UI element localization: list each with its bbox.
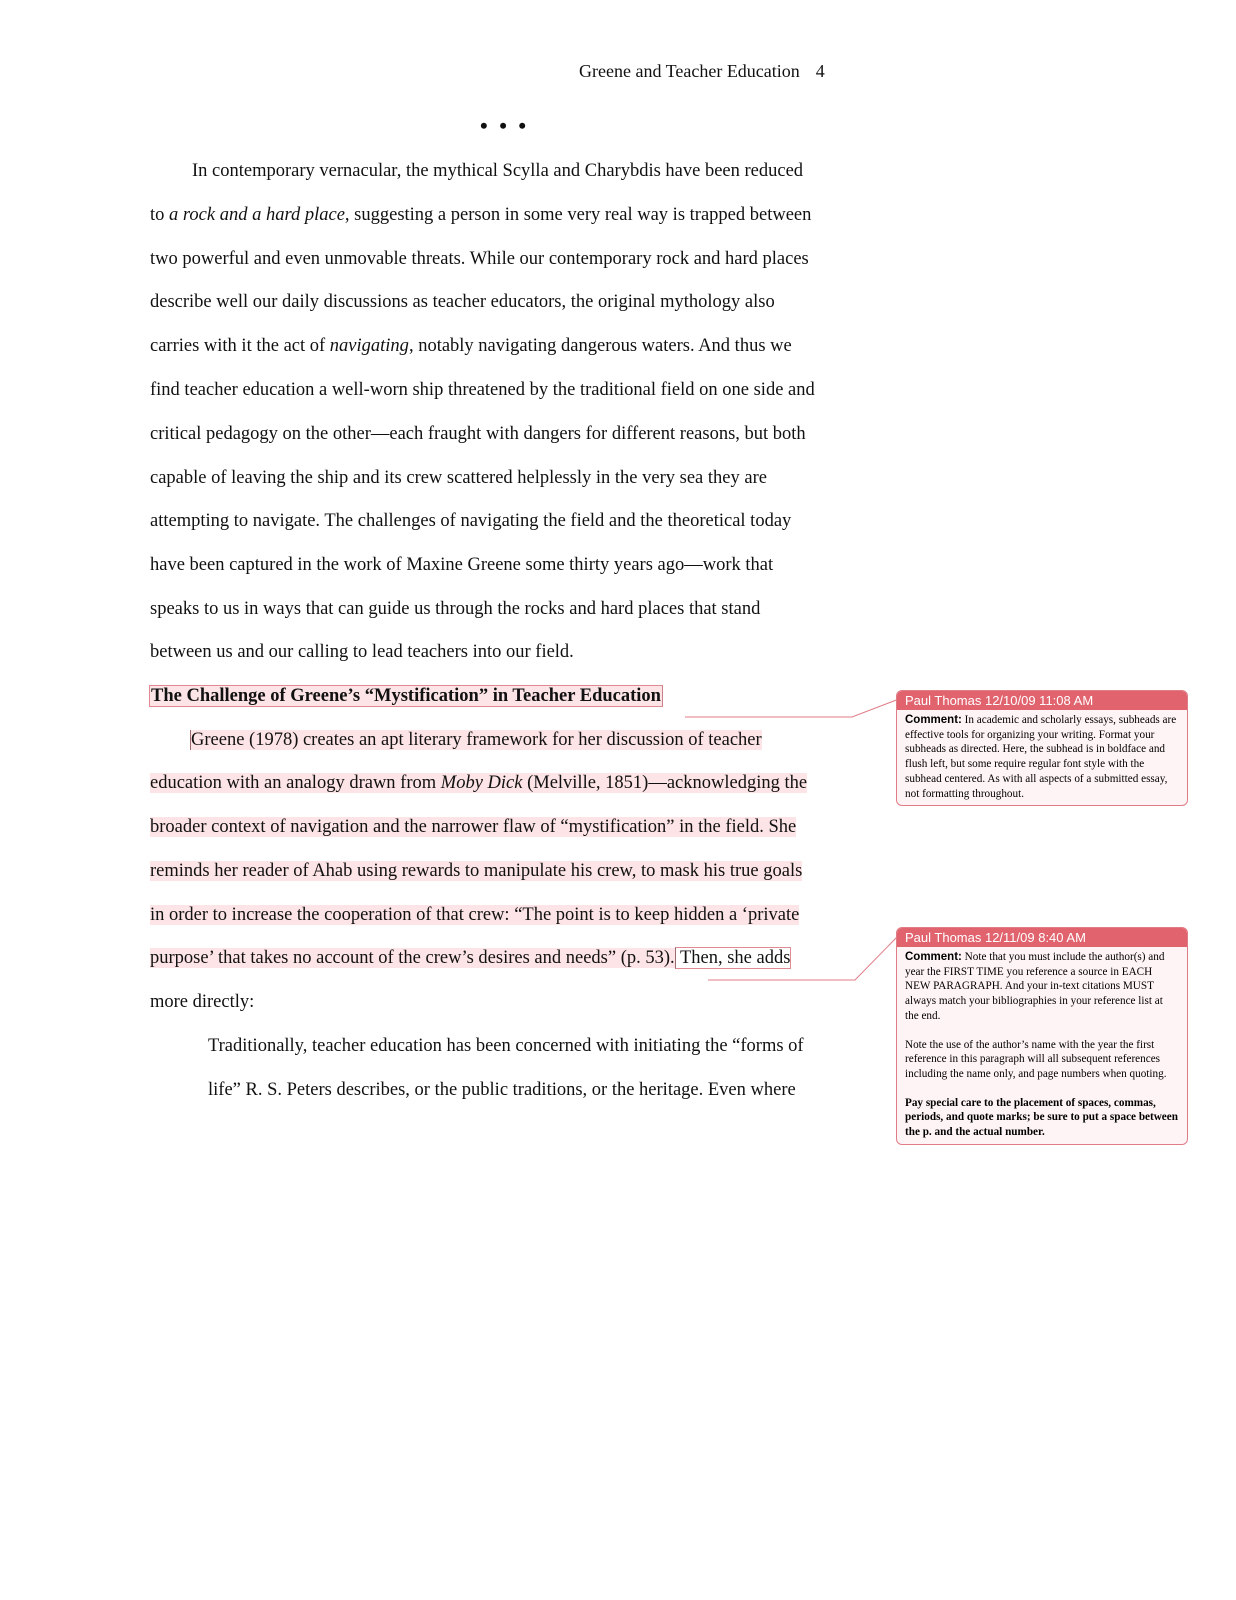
- paragraph2-line: more directly:: [150, 992, 255, 1012]
- paragraph1-line: capable of leaving the ship and its crew scattered helplessly in the very sea they are: [150, 468, 767, 488]
- paragraph1-line: between us and our calling to lead teachers into our field.: [150, 642, 574, 662]
- comment-text: Note that you must include the author(s) and year the FIRST TIME you reference a source in EACH NEW PARAGRAPH. And your in-text citations MUST always match your bibliographies in your reference list at the end.: [905, 951, 1165, 1022]
- comment-author-date: Paul Thomas 12/11/09 8:40 AM: [897, 928, 1187, 947]
- page-number: 4: [815, 61, 825, 81]
- paragraph1-line: to a rock and a hard place, suggesting a person in some very real way is trapped between: [150, 205, 812, 225]
- paragraph2-line: broader context of navigation and the narrower flaw of “mystification” in the field. She: [150, 817, 797, 837]
- comment-balloon[interactable]: [896, 690, 1188, 806]
- comment-author-date: Paul Thomas 12/10/09 11:08 AM: [897, 691, 1187, 710]
- connector-line-2: [708, 935, 899, 980]
- paragraph1-line: carries with it the act of navigating, notably navigating dangerous waters. And thus we: [150, 336, 792, 356]
- paragraph1-line: describe well our daily discussions as teacher educators, the original mythology also: [150, 292, 775, 312]
- paragraph1-line: find teacher education a well-worn ship threatened by the traditional field on one side and: [150, 380, 815, 400]
- paragraph1-line: have been captured in the work of Maxine Greene some thirty years ago—work that: [150, 555, 774, 575]
- paragraph1-line: In contemporary vernacular, the mythical Scylla and Charybdis have been reduced: [192, 161, 804, 181]
- comment-anchor[interactable]: Then, she adds: [675, 948, 791, 968]
- header-title: Greene and Teacher Education: [579, 61, 800, 81]
- paragraph1-line: critical pedagogy on the other—each fraught with dangers for different reasons, but both: [150, 424, 806, 444]
- comment-body: [897, 710, 1187, 805]
- comment-text: Note the use of the author’s name with the year the first reference in this paragraph will all subsequent references including the name only, and page numbers when quoting.: [905, 1038, 1167, 1080]
- paragraph2-line: education with an analogy drawn from Moby Dick (Melville, 1851)—acknowledging the: [150, 773, 808, 793]
- blockquote-line: Traditionally, teacher education has been concerned with initiating the “forms of: [208, 1036, 804, 1056]
- section-break-ellipsis: • • •: [480, 113, 530, 138]
- connector-line-1: [685, 699, 899, 717]
- comment-text: Pay special care to the placement of spaces, commas, periods, and quote marks; be sure to put a space between the p. and the actual number.: [905, 1096, 1178, 1139]
- blockquote-line: life” R. S. Peters describes, or the public traditions, or the heritage. Even where: [208, 1080, 796, 1100]
- comment-body: [897, 947, 1187, 1144]
- paragraph1-line: speaks to us in ways that can guide us through the rocks and hard places that stand: [150, 599, 761, 619]
- paragraph1-line: attempting to navigate. The challenges of navigating the field and the theoretical today: [150, 511, 792, 531]
- paragraph2-line: reminds her reader of Ahab using rewards to manipulate his crew, to mask his true goals: [150, 861, 803, 881]
- comment-label: Comment:: [905, 951, 962, 963]
- paragraph2-line: Greene (1978) creates an apt literary framework for her discussion of teacher: [191, 730, 762, 750]
- paragraph2-line: purpose’ that takes no account of the crew’s desires and needs” (p. 53). Then, she adds: [150, 948, 791, 968]
- comment-balloon[interactable]: [896, 927, 1188, 1145]
- subhead-text[interactable]: The Challenge of Greene’s “Mystification” in Teacher Education: [151, 686, 661, 706]
- comment-text: In academic and scholarly essays, subheads are effective tools for organizing your writing. Format your subheads as directed. Here, the subhead is in boldface and flush left, but some require regular font style with the subhead centered. As with all aspects of a submitted essay, not formatting throughout.: [905, 714, 1177, 800]
- paragraph1-line: two powerful and even unmovable threats. While our contemporary rock and hard places: [150, 249, 809, 269]
- comment-label: Comment:: [905, 714, 962, 726]
- paragraph2-line: in order to increase the cooperation of that crew: “The point is to keep hidden a ‘private: [150, 905, 800, 925]
